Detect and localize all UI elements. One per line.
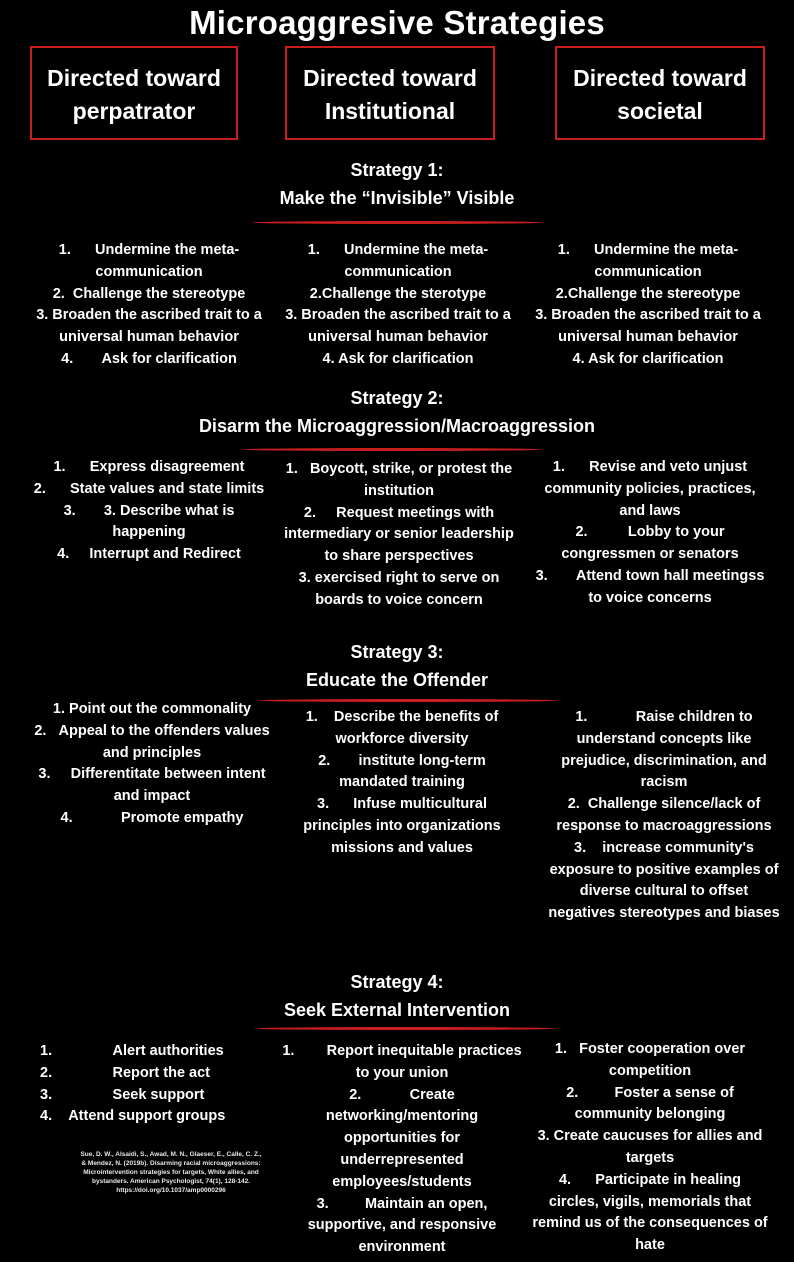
list-item: 2. institute long-term mandated training [318, 752, 486, 791]
strategy-3-heading [0, 638, 794, 694]
list-item: 3. 3. Describe what is happening [63, 502, 235, 541]
strategy-name: Disarm the Microaggression/Macroaggression [198, 416, 596, 436]
header-line2: perpatrator [72, 98, 196, 124]
list-item: 2. Report the act [40, 1064, 211, 1081]
list-item: 3. exercised right to serve on boards to voice concern [298, 569, 500, 608]
strategy-name: Make the “Invisible” Visible [279, 188, 515, 208]
list-item: 2. Challenge the stereotype [52, 285, 246, 302]
strategy-label: Strategy 2: [350, 388, 444, 408]
page-title: Microaggresive Strategies [189, 4, 605, 41]
strategy-1-heading [0, 156, 794, 212]
strategy-4-underline [254, 1027, 556, 1030]
list-item: 2. Create networking/mentoring opportunities for underrepresented employees/students [325, 1086, 479, 1190]
strategy-4-heading [0, 968, 794, 1024]
list-item: 3. Create caucuses for allies and targets [537, 1128, 763, 1166]
header-perpetrator [30, 62, 238, 128]
list-item: 4. Participate in healing circles, vigils, memorials that remind us of the consequences of hate [532, 1171, 768, 1254]
strategy-2-institutional-list [282, 459, 516, 612]
strategy-4-institutional-list [282, 1041, 522, 1259]
list-item: 2. Challenge silence/lack of response to macroaggressions [556, 796, 772, 834]
list-item: 3. Maintain an open, supportive, and responsive environment [307, 1195, 497, 1256]
list-item: 1. Point out the commonality [52, 701, 252, 717]
list-item: 2. Lobby to your congressmen or senators [561, 524, 739, 563]
list-item: 1. Report inequitable practices to your union [282, 1043, 522, 1081]
strategy-name: Educate the Offender [305, 670, 489, 690]
list-item: 3. Broaden the ascribed trait to a universal human behavior [535, 307, 761, 346]
list-item: 3. Differentitate between intent and impact [38, 766, 266, 805]
list-item: 1. Revise and veto unjust community policies, practices, and laws [544, 459, 756, 519]
header-line2: Institutional [324, 98, 456, 124]
strategy-1-underline [252, 221, 544, 224]
strategy-2-underline [242, 448, 542, 451]
strategy-label: Strategy 1: [350, 160, 444, 180]
list-item: 4. Attend support groups [40, 1108, 226, 1125]
citation: Sue, D. W., Alsaidi, S., Awad, M. N., Glaeser, E., Calle, C. Z., & Mendez, N. (2019b). Disarming racial microaggressions: Microintervention strategies for targets, White allies, and bystanders. American Psychologist, 74(1), 128-142. https://doi.org/10.1037/amp0000296 [80, 1151, 262, 1194]
list-item: 2.Challenge the stereotype [555, 285, 741, 302]
header-line1: Directed toward [47, 65, 221, 91]
list-item: 1. Undermine the meta-communication [58, 242, 240, 280]
list-item: 4. Ask for clarification [61, 350, 237, 367]
list-item: 3. Broaden the ascribed trait to a universal human behavior [36, 307, 262, 346]
list-item: 1. Boycott, strike, or protest the institution [285, 461, 513, 499]
strategy-1-societal-list [528, 240, 768, 371]
list-item: 4. Promote empathy [60, 809, 244, 826]
header-line2: societal [617, 98, 703, 124]
list-item: 3. increase community's exposure to positive examples of diverse cultural to offset negatives stereotypes and biases [548, 839, 780, 922]
strategy-2-societal-list [532, 457, 768, 610]
header-line1: Directed toward [303, 65, 477, 91]
strategy-label: Strategy 3: [350, 642, 444, 662]
list-item: 3. Infuse multicultural principles into organizations missions and values [303, 796, 501, 856]
list-item: 1. Raise children to understand concepts like prejudice, discrimination, and racism [561, 709, 767, 791]
strategy-3-societal-list [548, 707, 780, 925]
strategy-name: Seek External Intervention [283, 1000, 511, 1020]
list-item: 1. Undermine the meta-communication [307, 242, 489, 280]
strategy-3-institutional-list [282, 707, 522, 860]
list-item: 4. Interrupt and Redirect [57, 546, 241, 563]
list-item: 3. Seek support [40, 1086, 205, 1103]
list-item: 2. State values and state limits [33, 480, 265, 497]
strategy-1-institutional-list [278, 240, 518, 371]
list-item: 4. Ask for clarification [322, 350, 474, 367]
strategy-2-perpetrator-list [30, 457, 268, 566]
header-societal [555, 62, 765, 128]
list-item: 3. Broaden the ascribed trait to a universal human behavior [285, 307, 511, 346]
list-item: 2. Appeal to the offenders values and principles [34, 722, 270, 761]
strategy-4-societal-list [532, 1039, 768, 1257]
list-item: 1. Describe the benefits of workforce diversity [305, 709, 499, 747]
list-item: 2.Challenge the sterotype [309, 285, 487, 302]
strategy-3-perpetrator-list [34, 699, 270, 830]
list-item: 1. Alert authorities [40, 1043, 224, 1059]
header-line1: Directed toward [573, 65, 747, 91]
strategy-label: Strategy 4: [350, 972, 444, 992]
list-item: 2. Request meetings with intermediary or senior leadership to share perspectives [284, 504, 514, 565]
list-item: 1. Foster cooperation over competition [554, 1041, 746, 1079]
list-item: 3. Attend town hall meetingss to voice concerns [535, 567, 765, 606]
list-item: 2. Foster a sense of community belonging [566, 1084, 734, 1123]
strategy-4-perpetrator-list [40, 1041, 264, 1128]
strategy-2-heading [0, 384, 794, 440]
header-institutional [285, 62, 495, 128]
list-item: 4. Ask for clarification [572, 350, 724, 367]
strategy-3-underline [258, 699, 558, 702]
strategy-1-perpetrator-list [30, 240, 268, 371]
list-item: 1. Undermine the meta-communication [557, 242, 739, 280]
list-item: 1. Express disagreement [53, 459, 245, 475]
